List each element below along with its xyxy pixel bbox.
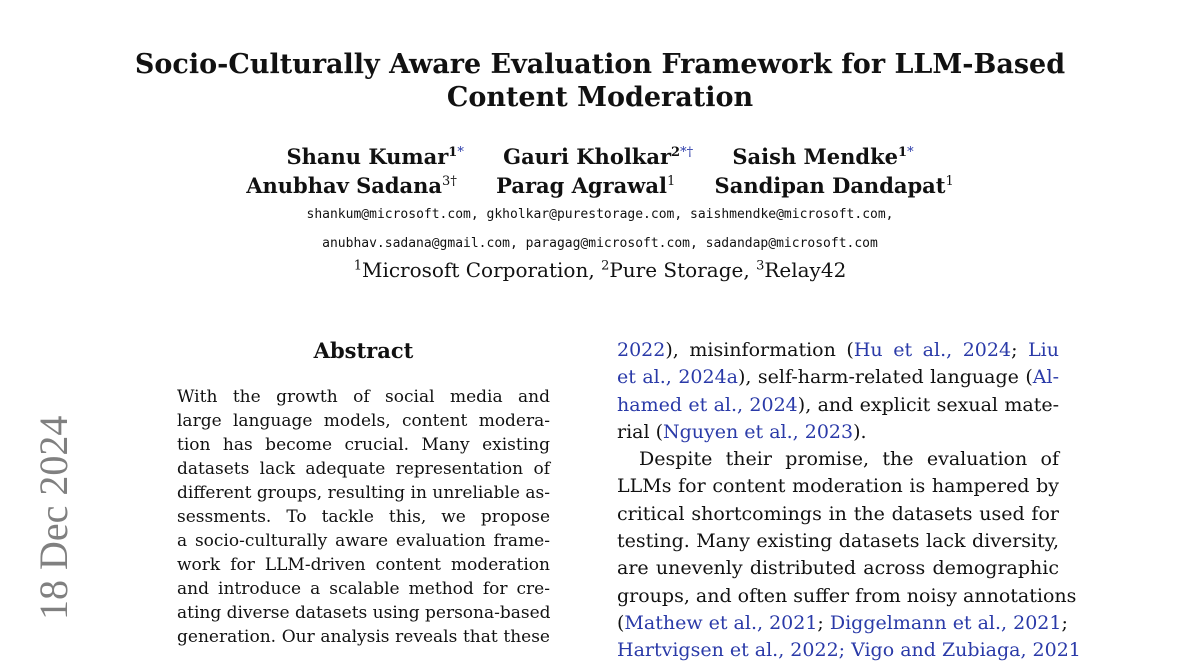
- citation-link[interactable]: Diggelmann et al., 2021: [829, 611, 1062, 634]
- author-affil: 1: [666, 174, 676, 189]
- author-name: Saish Mendke: [732, 144, 899, 169]
- author: [286, 144, 463, 170]
- text-segment: (: [617, 611, 625, 634]
- author-line-1: [150, 144, 1050, 170]
- affil-name: Relay42: [764, 258, 847, 282]
- abstract-line: With the growth of social media and: [177, 387, 550, 407]
- title-line: Socio-Culturally Aware Evaluation Framework for LLM-Based: [134, 49, 1066, 80]
- abstract-line: generation. Our analysis reveals that these: [177, 627, 550, 647]
- author: [246, 173, 457, 199]
- abstract-line: ating diverse datasets using persona-based: [177, 603, 551, 623]
- abstract-line: datasets lack adequate representation of: [177, 459, 550, 479]
- author-affil: 1: [945, 174, 954, 189]
- email-line: shankum@microsoft.com, gkholkar@purestorage.com, saishmendke@microsoft.com,: [306, 207, 894, 222]
- author-name: Shanu Kumar: [286, 144, 449, 169]
- author-line-2: [150, 173, 1050, 199]
- citation-link[interactable]: Nguyen et al., 2023: [663, 420, 854, 443]
- text-line: [617, 610, 1068, 637]
- author-name: Sandipan Dandapat: [714, 173, 946, 198]
- affil-number: 2: [601, 258, 610, 274]
- abstract-line: large language models, content modera-: [177, 411, 550, 431]
- text-segment: rial (: [617, 420, 664, 443]
- affil-number: 1: [353, 258, 362, 274]
- author: [732, 144, 913, 170]
- abstract-line: work for LLM-driven content moderation: [177, 555, 550, 575]
- text-segment: ;: [1061, 611, 1068, 634]
- affiliations: [150, 257, 1050, 283]
- author-affil: 2: [671, 145, 681, 160]
- text-line: [617, 473, 1059, 500]
- citation-link[interactable]: Liu: [1028, 339, 1059, 361]
- text-line: [617, 392, 1059, 419]
- text-line: [617, 337, 1059, 364]
- affil-name: Microsoft Corporation,: [361, 258, 595, 282]
- author-mark: *: [457, 145, 464, 160]
- text-line: [617, 501, 1059, 528]
- affil-name: Pure Storage,: [609, 258, 750, 282]
- text-line: [617, 364, 1059, 391]
- citation-link[interactable]: et al., 2024a: [617, 366, 738, 389]
- citation-link[interactable]: Al-: [1032, 366, 1059, 389]
- text-segment: ;: [817, 611, 830, 634]
- abstract-body: [177, 385, 550, 649]
- arxiv-date-stamp: 18 Dec 2024: [31, 415, 76, 620]
- abstract-line: different groups, resulting in unreliable as-: [177, 483, 550, 503]
- author: [715, 173, 954, 199]
- abstract-heading: Abstract: [313, 338, 414, 363]
- author-affil: 3†: [442, 174, 457, 189]
- abstract-line: tion has become crucial. Many existing: [177, 435, 550, 455]
- text-line: [617, 637, 1081, 664]
- author: [496, 173, 675, 199]
- text-segment: Despite their promise, the evaluation of: [639, 448, 1059, 471]
- abstract-line: sessments. To tackle this, we propose: [177, 507, 550, 527]
- affil-number: 3: [756, 258, 765, 274]
- author-affil: 1: [898, 145, 908, 160]
- paper-title: [100, 48, 1100, 114]
- text-line: [617, 446, 1059, 473]
- text-segment: groups, and often suffer from noisy annotations: [617, 584, 1077, 607]
- text-segment: testing. Many existing datasets lack diversity,: [617, 530, 1059, 553]
- text-line: [617, 555, 1059, 582]
- author-name: Anubhav Sadana: [246, 173, 443, 198]
- citation-link[interactable]: hamed et al., 2024: [617, 393, 798, 416]
- text-segment: ).: [853, 420, 867, 443]
- author-mark: *†: [680, 145, 694, 160]
- text-line: [617, 583, 1077, 610]
- author-name: Gauri Kholkar: [503, 144, 672, 169]
- author-name: Parag Agrawal: [496, 173, 667, 198]
- text-segment: ), and explicit sexual mate-: [797, 393, 1060, 416]
- citation-link[interactable]: 2022: [617, 339, 666, 361]
- author-mark: *: [907, 145, 914, 160]
- text-segment: critical shortcomings in the datasets used for: [617, 502, 1059, 525]
- abstract-line: a socio-culturally aware evaluation frame-: [177, 531, 550, 551]
- text-segment: ), self-harm-related language (: [738, 366, 1033, 389]
- author-affil: 1: [448, 145, 458, 160]
- abstract-line: and introduce a scalable method for cre-: [177, 579, 550, 599]
- text-line: [617, 419, 1059, 446]
- author: [503, 144, 693, 170]
- email-line: anubhav.sadana@gmail.com, paragag@microsoft.com, sadandap@microsoft.com: [322, 236, 878, 251]
- intro-text-column: [617, 337, 1081, 665]
- text-segment: LLMs for content moderation is hampered by: [617, 475, 1059, 498]
- citation-link[interactable]: Hu et al., 2024: [853, 339, 1012, 361]
- text-segment: ;: [1011, 339, 1029, 361]
- text-line: [617, 528, 1059, 555]
- text-segment: are unevenly distributed across demographic: [617, 557, 1059, 580]
- text-segment: ), misinformation (: [665, 339, 854, 361]
- citation-link[interactable]: Mathew et al., 2021: [624, 611, 818, 634]
- citation-link[interactable]: Hartvigsen et al., 2022; Vigo and Zubiaga, 2021: [617, 639, 1081, 662]
- title-line: Content Moderation: [446, 82, 754, 113]
